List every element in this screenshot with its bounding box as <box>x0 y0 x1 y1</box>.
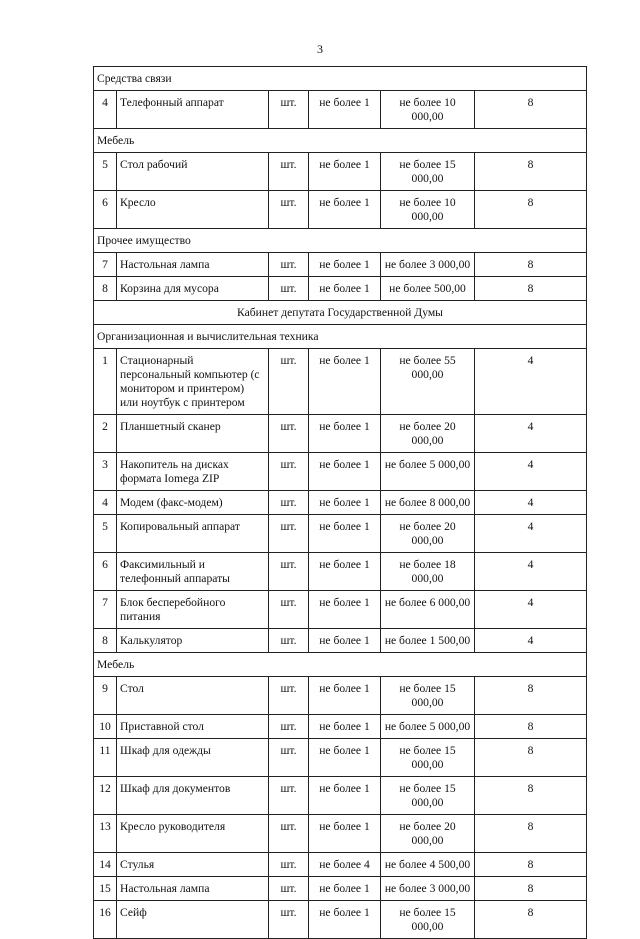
item-quantity: не более 1 <box>309 815 381 853</box>
item-quantity: не более 1 <box>309 877 381 901</box>
item-term: 8 <box>475 853 587 877</box>
item-name: Копировальный аппарат <box>117 515 269 553</box>
table-row <box>94 677 587 715</box>
item-unit: шт. <box>269 415 309 453</box>
item-number: 4 <box>94 91 117 129</box>
item-price: не более 500,00 <box>381 277 475 301</box>
item-number: 7 <box>94 253 117 277</box>
item-quantity: не более 1 <box>309 629 381 653</box>
item-price: не более 15 000,00 <box>381 901 475 939</box>
item-number: 11 <box>94 739 117 777</box>
item-term: 8 <box>475 877 587 901</box>
item-term: 8 <box>475 677 587 715</box>
table-row <box>94 853 587 877</box>
item-number: 5 <box>94 153 117 191</box>
item-number: 9 <box>94 677 117 715</box>
table-row <box>94 553 587 591</box>
item-quantity: не более 1 <box>309 191 381 229</box>
item-price: не более 55 000,00 <box>381 349 475 415</box>
item-price: не более 20 000,00 <box>381 415 475 453</box>
item-price: не более 20 000,00 <box>381 515 475 553</box>
table-row <box>94 153 587 191</box>
item-price: не более 15 000,00 <box>381 153 475 191</box>
table-row <box>94 91 587 129</box>
table-row <box>94 739 587 777</box>
item-unit: шт. <box>269 777 309 815</box>
table-row <box>94 277 587 301</box>
item-price: не более 20 000,00 <box>381 815 475 853</box>
item-name: Шкаф для одежды <box>117 739 269 777</box>
item-term: 4 <box>475 453 587 491</box>
item-unit: шт. <box>269 253 309 277</box>
item-quantity: не более 1 <box>309 515 381 553</box>
item-unit: шт. <box>269 815 309 853</box>
table-row <box>94 629 587 653</box>
item-term: 8 <box>475 253 587 277</box>
item-quantity: не более 1 <box>309 415 381 453</box>
item-number: 14 <box>94 853 117 877</box>
item-quantity: не более 1 <box>309 153 381 191</box>
item-number: 16 <box>94 901 117 939</box>
item-term: 8 <box>475 277 587 301</box>
item-price: не более 10 000,00 <box>381 191 475 229</box>
item-unit: шт. <box>269 191 309 229</box>
item-unit: шт. <box>269 853 309 877</box>
item-term: 8 <box>475 153 587 191</box>
item-unit: шт. <box>269 453 309 491</box>
item-term: 8 <box>475 191 587 229</box>
item-name: Настольная лампа <box>117 877 269 901</box>
item-quantity: не более 1 <box>309 777 381 815</box>
item-unit: шт. <box>269 277 309 301</box>
section-title: Мебель <box>94 129 587 153</box>
item-name: Модем (факс-модем) <box>117 491 269 515</box>
item-quantity: не более 1 <box>309 349 381 415</box>
item-number: 5 <box>94 515 117 553</box>
table-section-row <box>94 229 587 253</box>
item-name: Факсимильный и телефонный аппараты <box>117 553 269 591</box>
item-term: 8 <box>475 739 587 777</box>
item-number: 2 <box>94 415 117 453</box>
table-row <box>94 515 587 553</box>
item-price: не более 5 000,00 <box>381 453 475 491</box>
item-term: 8 <box>475 815 587 853</box>
item-term: 8 <box>475 91 587 129</box>
item-name: Приставной стол <box>117 715 269 739</box>
item-name: Калькулятор <box>117 629 269 653</box>
table-row <box>94 253 587 277</box>
item-name: Настольная лампа <box>117 253 269 277</box>
item-price: не более 6 000,00 <box>381 591 475 629</box>
section-title: Средства связи <box>94 67 587 91</box>
table-row <box>94 349 587 415</box>
item-quantity: не более 1 <box>309 277 381 301</box>
item-number: 8 <box>94 629 117 653</box>
item-number: 12 <box>94 777 117 815</box>
item-name: Корзина для мусора <box>117 277 269 301</box>
item-unit: шт. <box>269 515 309 553</box>
item-quantity: не более 1 <box>309 491 381 515</box>
item-unit: шт. <box>269 491 309 515</box>
item-quantity: не более 1 <box>309 553 381 591</box>
item-name: Стол <box>117 677 269 715</box>
item-number: 7 <box>94 591 117 629</box>
item-name: Стационарный персональный компьютер (с монитором и принтером) или ноутбук с принтером <box>117 349 269 415</box>
table-section-row <box>94 325 587 349</box>
item-term: 4 <box>475 415 587 453</box>
table-row <box>94 877 587 901</box>
item-name: Стол рабочий <box>117 153 269 191</box>
item-name: Блок бесперебойного питания <box>117 591 269 629</box>
table-section-row <box>94 129 587 153</box>
item-price: не более 15 000,00 <box>381 677 475 715</box>
table-section-row <box>94 653 587 677</box>
item-number: 4 <box>94 491 117 515</box>
item-price: не более 1 500,00 <box>381 629 475 653</box>
item-term: 4 <box>475 491 587 515</box>
item-term: 4 <box>475 349 587 415</box>
item-price: не более 8 000,00 <box>381 491 475 515</box>
item-quantity: не более 1 <box>309 91 381 129</box>
item-term: 4 <box>475 515 587 553</box>
item-term: 4 <box>475 553 587 591</box>
item-unit: шт. <box>269 153 309 191</box>
item-name: Стулья <box>117 853 269 877</box>
item-unit: шт. <box>269 739 309 777</box>
section-title: Мебель <box>94 653 587 677</box>
equipment-norms-table <box>93 66 587 939</box>
page-number: 3 <box>317 42 323 56</box>
item-unit: шт. <box>269 901 309 939</box>
item-price: не более 15 000,00 <box>381 777 475 815</box>
item-price: не более 10 000,00 <box>381 91 475 129</box>
item-quantity: не более 1 <box>309 901 381 939</box>
item-term: 8 <box>475 715 587 739</box>
item-name: Шкаф для документов <box>117 777 269 815</box>
item-price: не более 15 000,00 <box>381 739 475 777</box>
item-quantity: не более 1 <box>309 715 381 739</box>
table-row <box>94 815 587 853</box>
table-row <box>94 191 587 229</box>
item-quantity: не более 1 <box>309 453 381 491</box>
item-name: Планшетный сканер <box>117 415 269 453</box>
room-heading: Кабинет депутата Государственной Думы <box>94 301 587 325</box>
table-row <box>94 415 587 453</box>
table-row <box>94 901 587 939</box>
item-price: не более 5 000,00 <box>381 715 475 739</box>
table-heading-row <box>94 301 587 325</box>
item-number: 15 <box>94 877 117 901</box>
table-row <box>94 591 587 629</box>
item-price: не более 3 000,00 <box>381 877 475 901</box>
item-number: 13 <box>94 815 117 853</box>
item-price: не более 4 500,00 <box>381 853 475 877</box>
table-row <box>94 491 587 515</box>
item-name: Кресло <box>117 191 269 229</box>
item-name: Кресло руководителя <box>117 815 269 853</box>
item-quantity: не более 1 <box>309 739 381 777</box>
table-row <box>94 715 587 739</box>
item-name: Телефонный аппарат <box>117 91 269 129</box>
item-unit: шт. <box>269 715 309 739</box>
table-row <box>94 453 587 491</box>
item-price: не более 3 000,00 <box>381 253 475 277</box>
item-unit: шт. <box>269 629 309 653</box>
item-quantity: не более 1 <box>309 253 381 277</box>
item-number: 3 <box>94 453 117 491</box>
item-quantity: не более 4 <box>309 853 381 877</box>
item-name: Накопитель на дисках формата Iomega ZIP <box>117 453 269 491</box>
item-number: 8 <box>94 277 117 301</box>
item-term: 8 <box>475 901 587 939</box>
item-unit: шт. <box>269 553 309 591</box>
item-number: 6 <box>94 553 117 591</box>
item-name: Сейф <box>117 901 269 939</box>
item-unit: шт. <box>269 591 309 629</box>
table-section-row <box>94 67 587 91</box>
item-price: не более 18 000,00 <box>381 553 475 591</box>
item-number: 10 <box>94 715 117 739</box>
item-number: 6 <box>94 191 117 229</box>
item-number: 1 <box>94 349 117 415</box>
item-term: 8 <box>475 777 587 815</box>
item-quantity: не более 1 <box>309 591 381 629</box>
item-unit: шт. <box>269 349 309 415</box>
item-quantity: не более 1 <box>309 677 381 715</box>
item-unit: шт. <box>269 677 309 715</box>
item-unit: шт. <box>269 91 309 129</box>
item-term: 4 <box>475 591 587 629</box>
section-title: Организационная и вычислительная техника <box>94 325 587 349</box>
item-term: 4 <box>475 629 587 653</box>
item-unit: шт. <box>269 877 309 901</box>
section-title: Прочее имущество <box>94 229 587 253</box>
table-row <box>94 777 587 815</box>
